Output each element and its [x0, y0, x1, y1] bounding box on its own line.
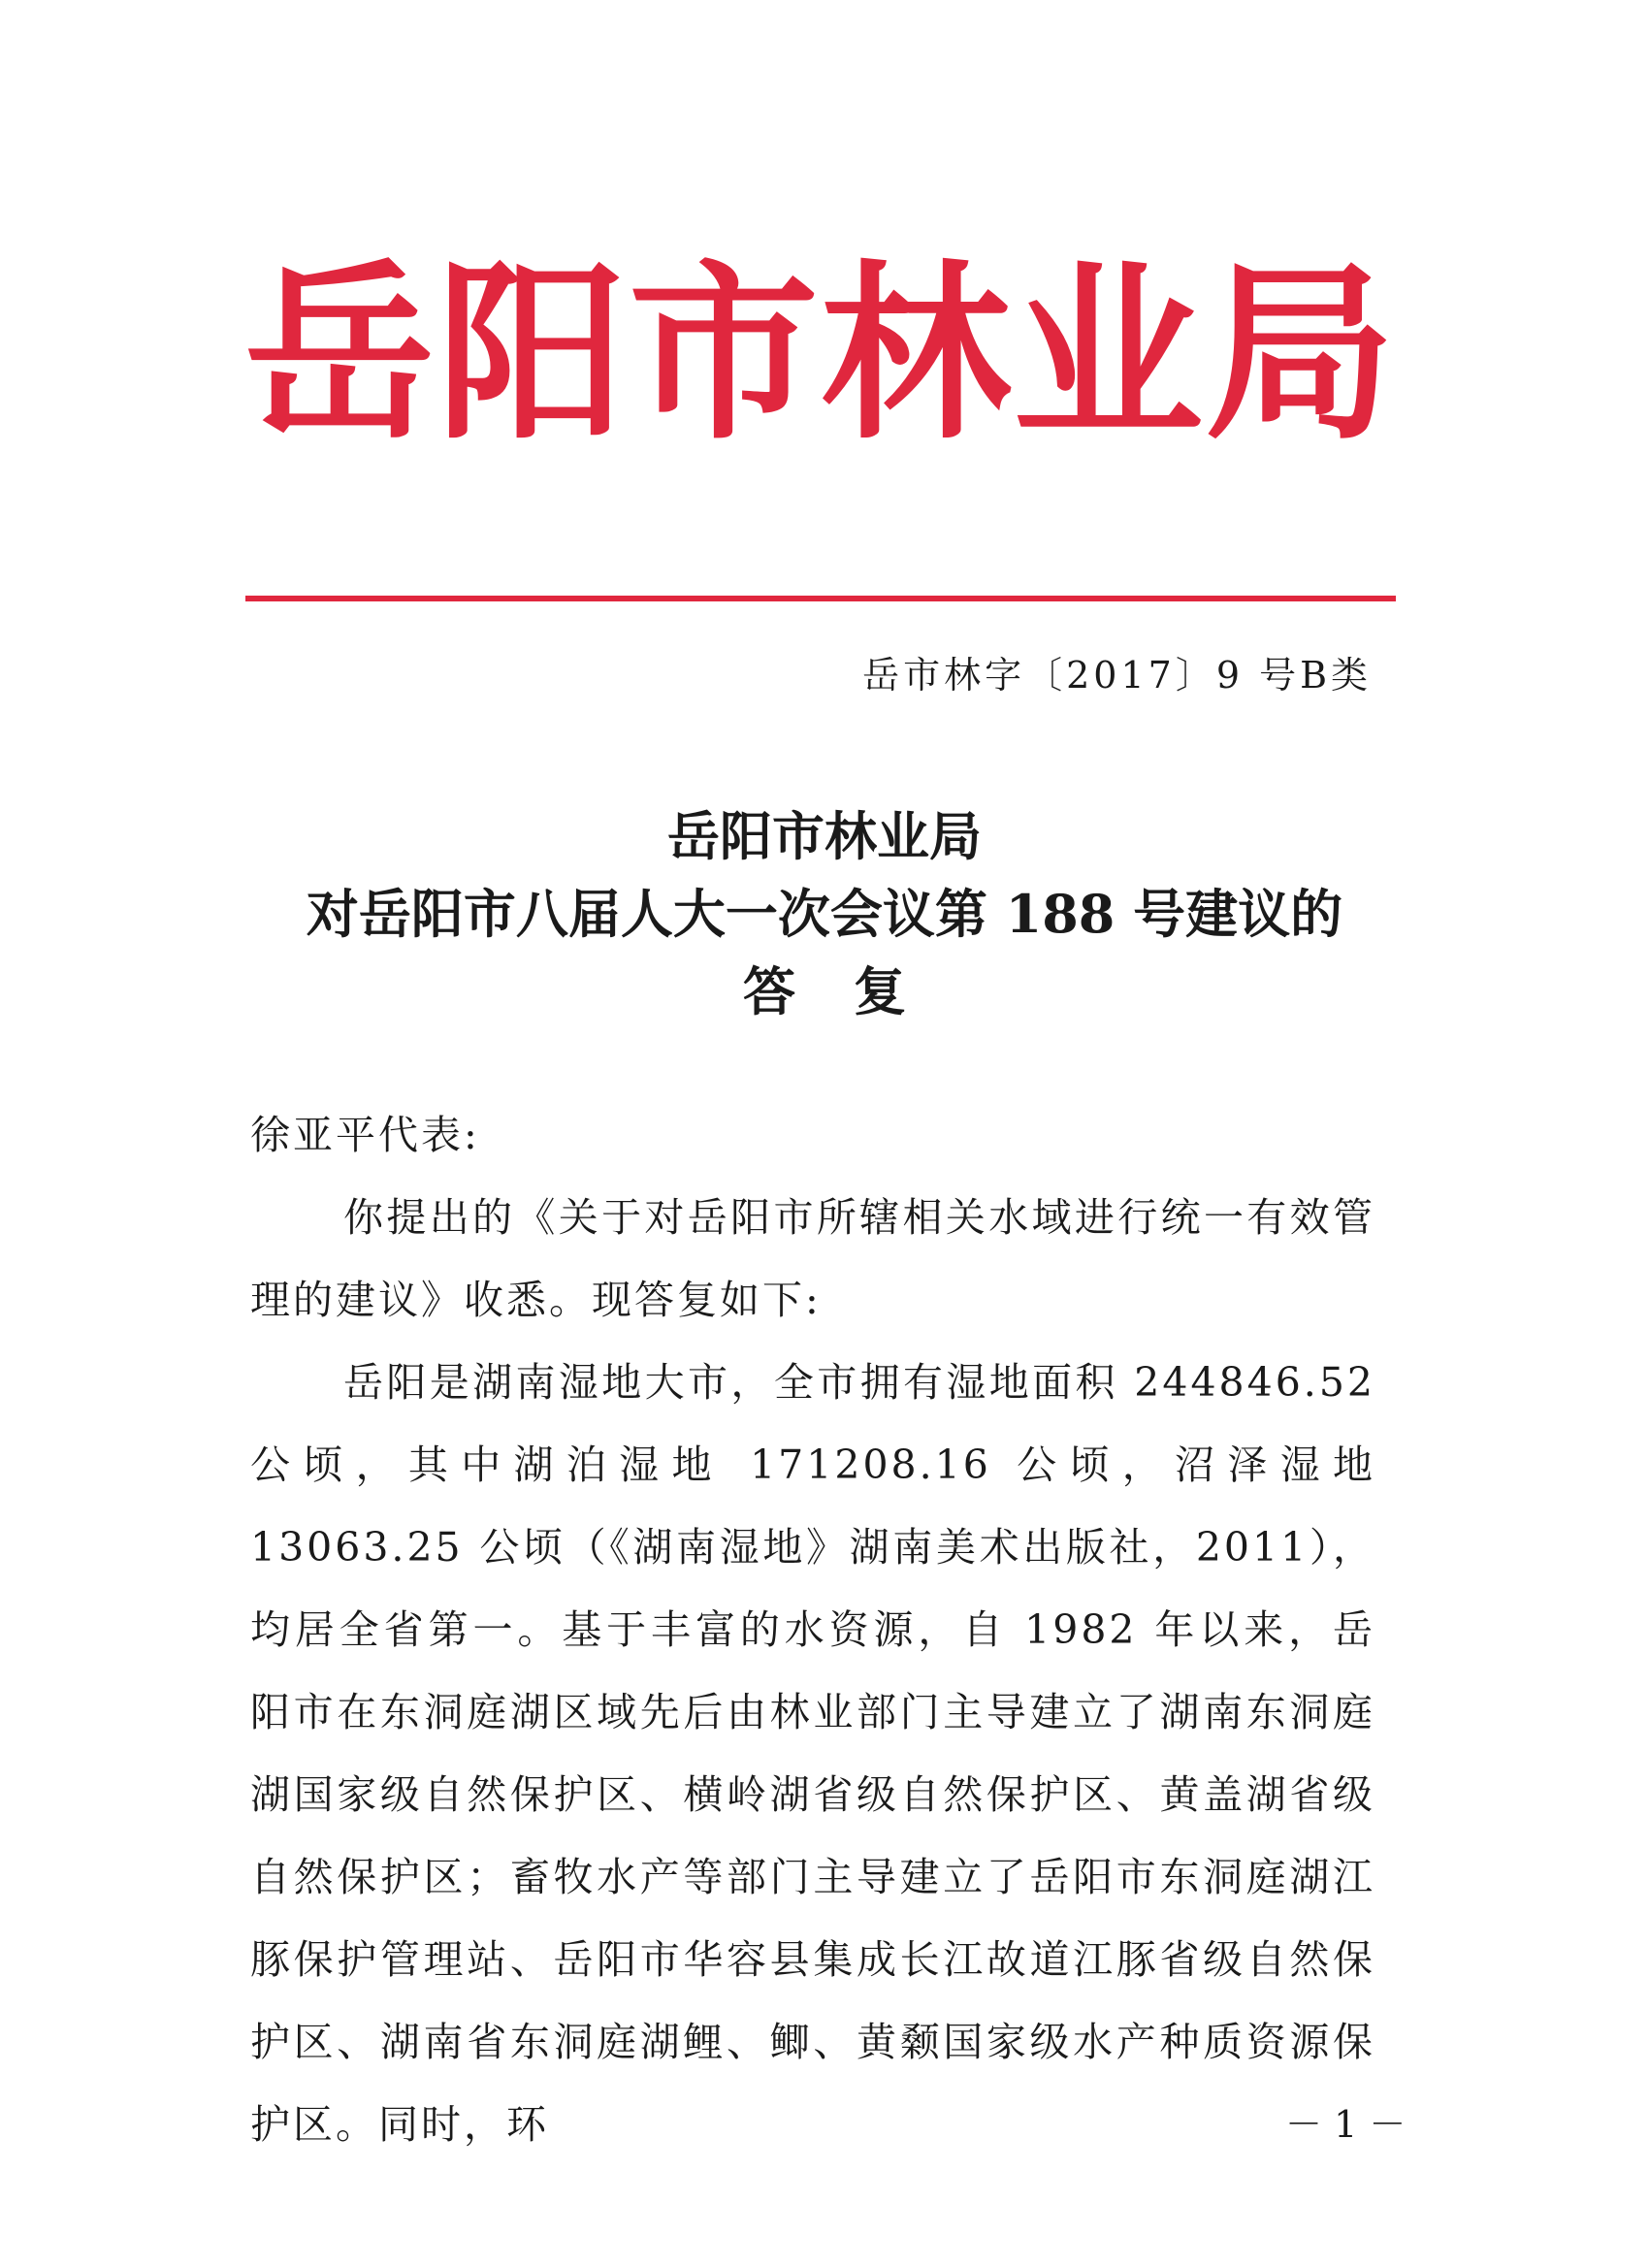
masthead-title: 岳阳市林业局 — [244, 243, 1398, 466]
red-divider-rule — [245, 596, 1396, 601]
title-line-3: 答复 — [743, 960, 964, 1022]
document-number: 岳市林字〔2017〕9 号B类 — [862, 654, 1372, 697]
body-paragraph-2: 岳阳是湖南湿地大市，全市拥有湿地面积 244846.52 公顷，其中湖泊湿地 171208.16 公顷，沼泽湿地 13063.25 公顷（《湖南湿地》湖南美术出版社，2011），均居全省第一。基于丰富的水资源，自 1982 年以来，岳阳市在东洞庭湖区域先后由林业部门主导建立了湖南东洞庭湖国家级自然保护区、横岭湖省级自然保护区、黄盖湖省级自然保护区；畜牧水产等部门主导建立了岳阳市东洞庭湖江豚保护管理站、岳阳市华容县集成长江故道江豚省级自然保护区、湖南省东洞庭湖鲤、鲫、黄颡国家级水产种质资源保护区。同时，环 — [250, 1359, 1375, 2148]
title-line-2: 对岳阳市八届人大一次会议第 188 号建议的 — [306, 883, 1343, 945]
document-title — [194, 797, 1455, 1030]
salutation: 徐亚平代表: — [250, 1112, 480, 1158]
document-body — [250, 1094, 1375, 2166]
title-line-1: 岳阳市林业局 — [667, 805, 982, 867]
page-number: － 1 － — [1285, 2103, 1406, 2146]
body-paragraph-1: 你提出的《关于对岳阳市所辖相关水域进行统一有效管理的建议》收悉。现答复如下: — [250, 1194, 1375, 1323]
